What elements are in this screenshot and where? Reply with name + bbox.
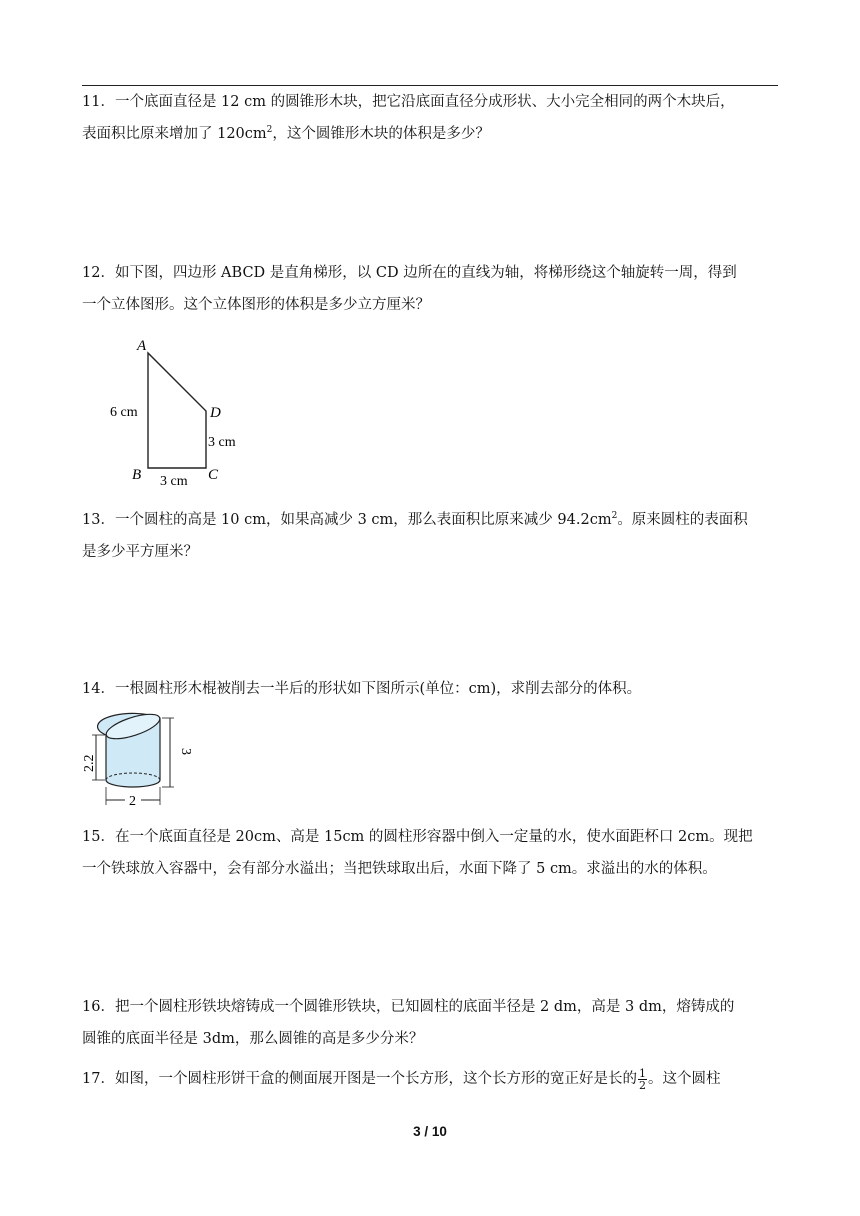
question-14-line-1: 14．一根圆柱形木棍被削去一半后的形状如下图所示(单位：cm)，求削去部分的体积。 [82, 681, 642, 697]
question-14 [82, 673, 782, 705]
fraction-denominator: 2 [638, 1078, 646, 1092]
question-13 [82, 504, 782, 568]
question-11-line-1: 11．一个底面直径是 12 cm 的圆锥形木块，把它沿底面直径分成形状、大小完全相同的两个木块后， [82, 94, 735, 110]
vertex-label-a: A [137, 338, 147, 354]
page-number: 3 / 10 [413, 1124, 447, 1139]
question-15-line-2: 一个铁球放入容器中，会有部分水溢出；当把铁球取出后，水面下降了 5 cm。求溢出的水的体积。 [82, 861, 717, 877]
question-17-line-1 [82, 1063, 782, 1095]
question-11-text-a: 表面积比原来增加了 120cm [82, 126, 267, 142]
fraction-one-half [638, 1068, 647, 1091]
question-16-line-2: 圆锥的底面半径是 3dm，那么圆锥的高是多少分米？ [82, 1031, 424, 1047]
question-13-text-b: 。原来圆柱的表面积 [617, 512, 748, 528]
question-11-text-b: ，这个圆锥形木块的体积是多少？ [272, 126, 490, 142]
question-11 [82, 86, 782, 150]
question-15 [82, 821, 782, 885]
fraction-numerator: 1 [638, 1066, 646, 1080]
dimension-label-left: 2.2 [82, 754, 97, 772]
question-12-line-1: 12．如下图，四边形 ABCD 是直角梯形，以 CD 边所在的直线为轴，将梯形绕这个轴旋转一周，得到 [82, 265, 737, 281]
vertex-label-d: D [210, 405, 221, 421]
question-17-text-a: 17．如图，一个圆柱形饼干盒的侧面展开图是一个长方形，这个长方形的宽正好是长的 [82, 1071, 637, 1087]
question-16-line-1: 16．把一个圆柱形铁块熔铸成一个圆锥形铁块，已知圆柱的底面半径是 2 dm，高是 3 dm，熔铸成的 [82, 999, 735, 1015]
question-12 [82, 257, 782, 321]
question-13-line-2: 是多少平方厘米？ [82, 544, 198, 560]
question-13-text-a: 13．一个圆柱的高是 10 cm，如果高减少 3 cm，那么表面积比原来减少 94.2cm [82, 512, 612, 528]
question-17 [82, 1063, 782, 1095]
dimension-label-bottom: 2 [129, 794, 136, 809]
question-12-line-2: 一个立体图形。这个立体图形的体积是多少立方厘米？ [82, 297, 430, 313]
dimension-label-right: 3 [178, 748, 193, 755]
question-15-line-1: 15．在一个底面直径是 20cm、高是 15cm 的圆柱形容器中倒入一定量的水，使水面距杯口 2cm。现把 [82, 829, 753, 845]
question-17-text-b: 。这个圆柱 [647, 1071, 721, 1087]
question-13-line-1 [82, 504, 782, 536]
vertex-label-b: B [132, 467, 142, 483]
side-label-bc: 3 cm [160, 474, 188, 489]
side-label-dc: 3 cm [208, 435, 236, 450]
question-11-line-2 [82, 118, 782, 150]
side-label-ab: 6 cm [110, 405, 138, 420]
superscript-2: 2 [266, 125, 273, 136]
vertex-label-c: C [208, 467, 219, 483]
trapezoid-figure [100, 333, 260, 493]
cut-cylinder-figure [78, 710, 198, 810]
question-16 [82, 991, 782, 1055]
superscript-2: 2 [611, 511, 618, 522]
